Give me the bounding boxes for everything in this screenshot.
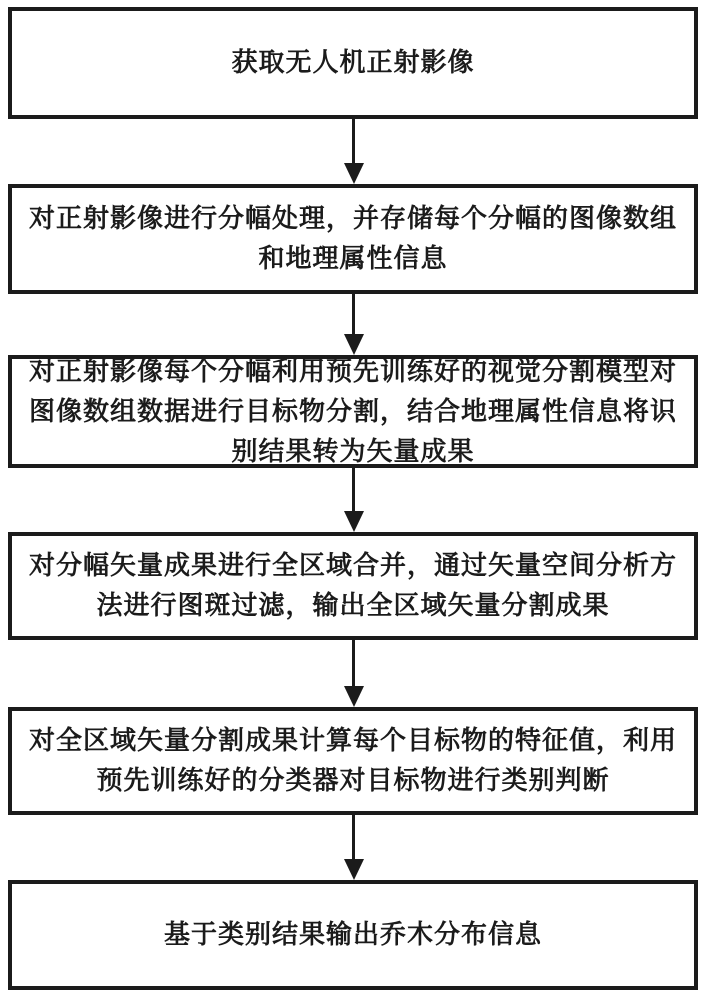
flow-step-2 (8, 184, 698, 294)
flow-step-3-text: 对正射影像每个分幅利用预先训练好的视觉分割模型对 图像数组数据进行目标物分割，结合地理属性信息将识 别结果转为矢量成果 (28, 356, 677, 466)
flow-step-5 (8, 707, 698, 815)
arrow-down-icon (344, 686, 364, 707)
flow-arrow-3 (343, 468, 364, 532)
flow-arrow-4 (343, 640, 364, 707)
arrow-shaft (352, 294, 355, 334)
flow-step-2-text: 对正射影像进行分幅处理，并存储每个分幅的图像数组 和地理属性信息 (28, 204, 677, 273)
flow-step-1-text: 获取无人机正射影像 (231, 48, 475, 77)
flow-arrow-1 (343, 119, 364, 184)
flow-step-5-text: 对全区域矢量分割成果计算每个目标物的特征值，利用 预先训练好的分类器对目标物进行类别判断 (28, 726, 677, 795)
arrow-down-icon (344, 859, 364, 880)
arrow-shaft (352, 640, 355, 686)
flow-arrow-2 (343, 294, 364, 355)
flow-step-4 (8, 532, 698, 640)
flow-step-1 (8, 7, 698, 119)
flow-step-6-text: 基于类别结果输出乔木分布信息 (163, 920, 542, 949)
flow-step-4-text: 对分幅矢量成果进行全区域合并，通过矢量空间分析方 法进行图斑过滤，输出全区域矢量分割成果 (28, 551, 677, 620)
arrow-shaft (352, 119, 355, 163)
arrow-down-icon (344, 163, 364, 184)
arrow-shaft (352, 815, 355, 859)
arrow-down-icon (344, 511, 364, 532)
arrow-shaft (352, 468, 355, 511)
flow-step-3 (8, 355, 698, 468)
flow-arrow-5 (343, 815, 364, 880)
flow-step-6 (8, 880, 698, 990)
